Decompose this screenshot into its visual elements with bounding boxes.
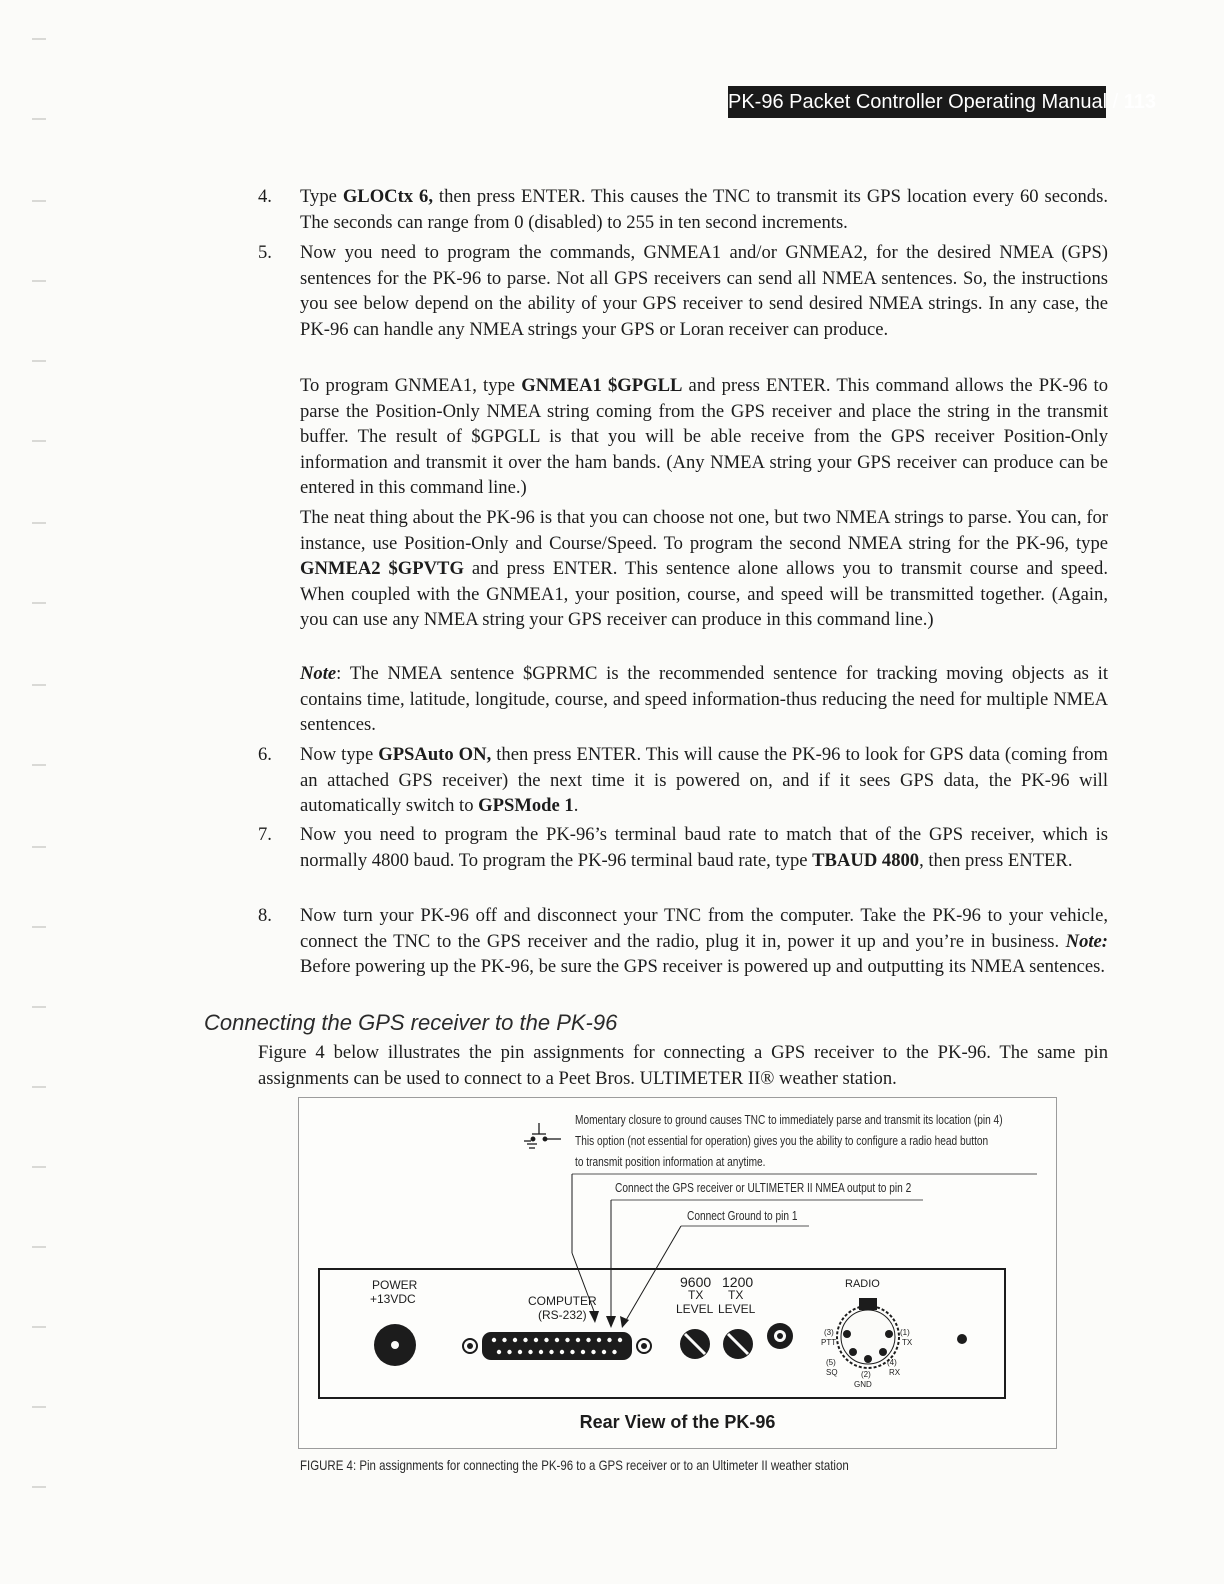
header-title: PK-96 Packet Controller Operating Manual / xyxy=(728,91,1119,113)
callout-momentary-line: This option (not essential for operation) gives you the ability to configure a radio head button xyxy=(575,1133,989,1148)
radio-label: RADIO xyxy=(845,1278,880,1290)
pin-2-label: (2) xyxy=(861,1370,871,1379)
step-number: 5. xyxy=(258,242,272,263)
power-volts: +13VDC xyxy=(370,1292,416,1306)
tx-label-2: TX xyxy=(728,1288,744,1302)
pin-sq-label: SQ xyxy=(826,1368,838,1377)
margin-ticks xyxy=(32,0,54,1584)
paragraph-gnmea2: The neat thing about the PK-96 is that you can choose not one, but two NMEA strings to parse. You can, for instance, use Position-Only and Course/Speed. To program the second NMEA string for the PK-96, type GNMEA2 $GPVTG and press ENTER. This sentence alone allows you to transmit course and speed. When coupled with the GNMEA1, your position, course, and speed will be transmitted together. (Again, you can use any NMEA string your GPS receiver can produce in this command line.) xyxy=(300,507,1108,630)
pin-5-label: (5) xyxy=(826,1358,836,1367)
section-intro: Figure 4 below illustrates the pin assignments for connecting a GPS receiver to the PK-96. The same pin assignments can be used to connect to a Peet Bros. ULTIMETER II® weather station. xyxy=(258,1042,1108,1089)
power-label: POWER xyxy=(372,1278,418,1292)
ground-dot-icon xyxy=(957,1334,967,1344)
pin-1-label: (1) xyxy=(900,1328,910,1337)
figure-rear-view xyxy=(298,1097,1057,1449)
callout-ground: Connect Ground to pin 1 xyxy=(687,1208,798,1223)
callout-momentary-line: to transmit position information at anytime. xyxy=(575,1154,766,1169)
callout-nmea-output: Connect the GPS receiver or ULTIMETER II NMEA output to pin 2 xyxy=(615,1180,912,1195)
step-text: Now turn your PK-96 off and disconnect your TNC from the computer. Take the PK-96 to your vehicle, connect the TNC to the GPS receiver and the radio, plug it in, power it up and you’re in business. Note: Before powering up the PK-96, be sure the GPS receiver is powered up and outputting its NMEA sentences. xyxy=(300,905,1108,977)
section-heading: Connecting the GPS receiver to the PK-96 xyxy=(204,1010,618,1035)
step-number: 4. xyxy=(258,186,272,207)
switch-ground-icon xyxy=(524,1123,561,1148)
level-label-1: LEVEL xyxy=(676,1302,714,1316)
pin-4-label: (4) xyxy=(887,1358,897,1367)
paragraph-gnmea1: To program GNMEA1, type GNMEA1 $GPGLL and press ENTER. This command allows the PK-96 to parse the Position-Only NMEA string coming from the GPS receiver and place the string in the transmit buffer. The result of $GPGLL is that you will be able receive from the GPS receiver Position-Only information and transmit it over the ham bands. (Any NMEA string your GPS receiver can produce can be entered in this command line.) xyxy=(300,375,1108,498)
rear-panel xyxy=(318,1268,1006,1399)
step-text: Type GLOCtx 6, then press ENTER. This causes the TNC to transmit its GPS location every 60 seconds. The seconds can range from 0 (disabled) to 255 in ten second increments. xyxy=(300,186,1108,233)
level-label-2: LEVEL xyxy=(718,1302,756,1316)
pin-gnd-label: GND xyxy=(854,1380,872,1389)
pin-tx-label: TX xyxy=(902,1338,913,1347)
callout-momentary-line: Momentary closure to ground causes TNC to immediately parse and transmit its location (pin 4) xyxy=(575,1112,1003,1127)
computer-sub: (RS-232) xyxy=(538,1308,587,1322)
step-number: 8. xyxy=(258,905,272,926)
pin-ptt-label: PTT xyxy=(821,1338,837,1347)
rate-1200: 1200 xyxy=(722,1274,754,1290)
step-text: Now type GPSAuto ON, then press ENTER. This will cause the PK-96 to look for GPS data (coming from an attached GPS receiver) the next time it is powered on, and if it sees GPS data, the PK-96 will automatically switch to GPSMode 1. xyxy=(300,744,1109,816)
page-number: 113 xyxy=(1123,91,1157,113)
tx-level-9600-pot-icon xyxy=(680,1329,710,1359)
step-number: 6. xyxy=(258,744,272,765)
computer-label: COMPUTER xyxy=(528,1294,597,1308)
step-text: Now you need to program the PK-96’s terminal baud rate to match that of the GPS receiver, which is normally 4800 baud. To program the PK-96 terminal baud rate, type TBAUD 4800, then press ENTER. xyxy=(300,824,1108,871)
figure-title: Rear View of the PK-96 xyxy=(579,1412,776,1432)
led-icon xyxy=(767,1323,793,1349)
step-text: Now you need to program the commands, GNMEA1 and/or GNMEA2, for the desired NMEA (GPS) sentences for the PK-96 to parse. Not all GPS receivers can send all NMEA sentences. So, the instructions you see below depend on the ability of your GPS receiver to send desired NMEA strings. In any case, the PK-96 can handle any NMEA strings your GPS or Loran receiver can produce. xyxy=(300,242,1108,340)
tx-label-1: TX xyxy=(688,1288,704,1302)
db25-connector-icon xyxy=(463,1332,651,1360)
step-number: 7. xyxy=(258,824,272,845)
pin-rx-label: RX xyxy=(889,1368,901,1377)
pin-3-label: (3) xyxy=(824,1328,834,1337)
figure-caption: FIGURE 4: Pin assignments for connecting the PK-96 to a GPS receiver or to an Ultimeter II weather station xyxy=(300,1457,849,1473)
running-header xyxy=(728,86,1157,118)
rate-9600: 9600 xyxy=(680,1274,712,1290)
tx-level-1200-pot-icon xyxy=(723,1329,753,1359)
power-jack-icon xyxy=(374,1324,416,1366)
paragraph-note: Note: The NMEA sentence $GPRMC is the recommended sentence for tracking moving objects as it contains time, latitude, longitude, course, and speed information-thus reducing the need for multiple NMEA sentences. xyxy=(300,663,1108,735)
